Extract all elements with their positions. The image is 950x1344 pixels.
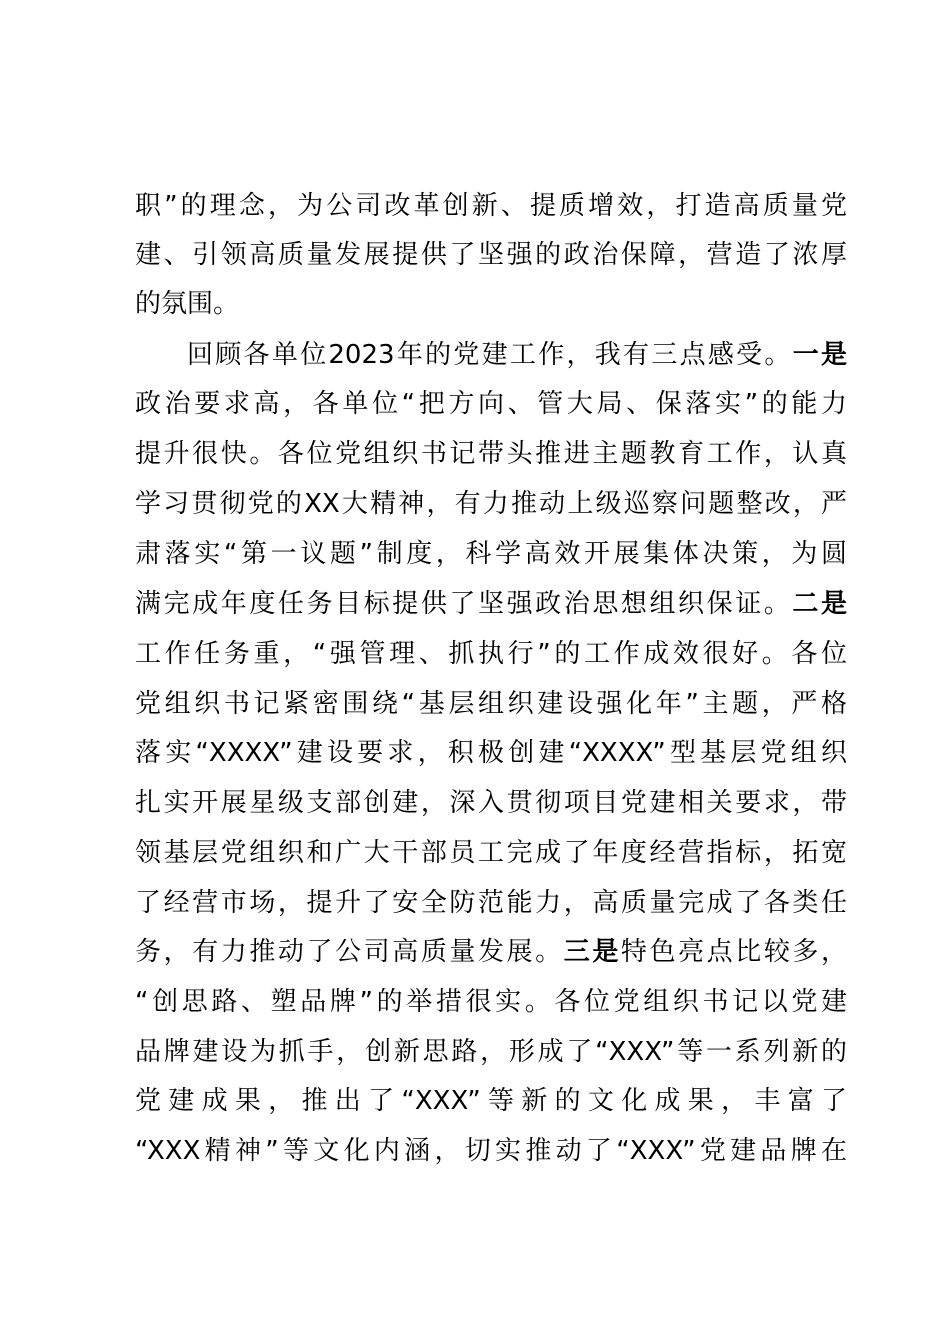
text-line: 扎实开展星级支部创建，深入贯彻项目党建相关要求，带 <box>135 788 847 818</box>
text-line: 领基层党组织和广大干部员工完成了年度经营指标，拓宽 <box>135 838 847 868</box>
paragraph-first-line: 回顾各单位2023年的党建工作，我有三点感受。一是 <box>187 340 847 370</box>
text-line: 学习贯彻党的XX大精神，有力推动上级巡察问题整改，严 <box>135 489 847 519</box>
text-line: 的氛围。 <box>135 289 240 319</box>
text-line: 党建成果，推出了“XXX”等新的文化成果，丰富了 <box>135 1086 847 1116</box>
text-line: “XXX精神”等文化内涵，切实推动了“XXX”党建品牌在 <box>135 1136 847 1166</box>
bold-marker-one: 一是 <box>792 340 847 370</box>
text-line: 提升很快。各位党组织书记带头推进主题教育工作，认真 <box>135 439 847 469</box>
text-line: 了经营市场，提升了安全防范能力，高质量完成了各类任 <box>135 888 847 918</box>
text-line: “创思路、塑品牌”的举措很实。各位党组织书记以党建 <box>135 987 847 1017</box>
text-line: 政治要求高，各单位“把方向、管大局、保落实”的能力 <box>135 389 847 419</box>
text-line: 肃落实“第一议题”制度，科学高效开展集体决策，为圆 <box>135 539 847 569</box>
text-line: 品牌建设为抓手，创新思路，形成了“XXX”等一系列新的 <box>135 1037 847 1067</box>
text-line: 职”的理念，为公司改革创新、提质增效，打造高质量党 <box>135 191 847 221</box>
text-line: 工作任务重，“强管理、抓执行”的工作成效很好。各位 <box>135 639 847 669</box>
text-line: 满完成年度任务目标提供了坚强政治思想组织保证。二是 <box>135 589 847 619</box>
text-line: 党组织书记紧密围绕“基层组织建设强化年”主题，严格 <box>135 689 847 719</box>
bold-marker-two: 二是 <box>792 589 847 619</box>
text-line: 建、引领高质量发展提供了坚强的政治保障，营造了浓厚 <box>135 240 847 270</box>
text-line: 落实“XXXX”建设要求，积极创建“XXXX”型基层党组织 <box>135 738 847 768</box>
text-line: 务，有力推动了公司高质量发展。三是特色亮点比较多， <box>135 937 847 967</box>
bold-marker-three: 三是 <box>563 937 621 967</box>
